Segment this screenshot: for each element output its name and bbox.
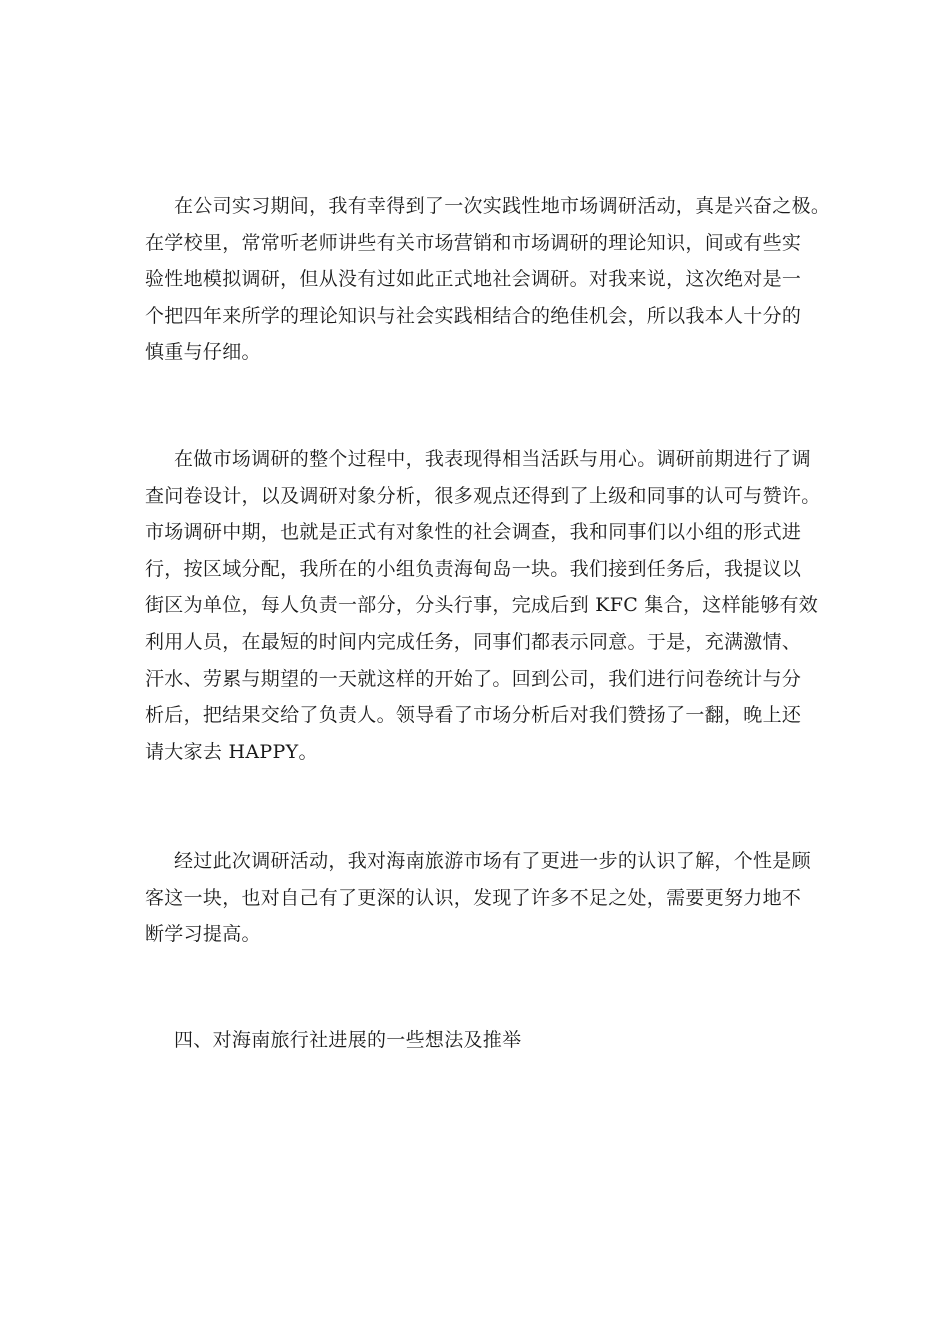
text-line: 验性地模拟调研，但从没有过如此正式地社会调研。对我来说，这次绝对是一 — [145, 268, 802, 291]
paragraph-reflection — [145, 843, 825, 953]
text-line: 在学校里，常常听老师讲些有关市场营销和市场调研的理论知识，间或有些实 — [145, 231, 802, 254]
text-line: 客这一块，也对自己有了更深的认识，发现了许多不足之处，需要更努力地不 — [145, 886, 802, 909]
text-line: 个把四年来所学的理论知识与社会实践相结合的绝佳机会，所以我本人十分的 — [145, 304, 802, 327]
text-line: 经过此次调研活动，我对海南旅游市场有了更进一步的认识了解，个性是顾 — [174, 850, 811, 872]
text-line: 析后，把结果交给了负责人。领导看了市场分析后对我们赞扬了一翻，晚上还 — [145, 704, 802, 727]
text-line: 利用人员，在最短的时间内完成任务，同事们都表示同意。于是，充满激情、 — [145, 630, 802, 653]
text-line: 行，按区域分配，我所在的小组负责海甸岛一块。我们接到任务后，我提议以 — [145, 557, 802, 580]
section-heading — [145, 1022, 825, 1059]
text-line: 查问卷设计，以及调研对象分析，很多观点还得到了上级和同事的认可与赞许。 — [145, 484, 821, 507]
text-line: 街区为单位，每人负责一部分，分头行事，完成后到 KFC 集合，这样能够有效 — [145, 594, 819, 617]
text-line: 断学习提高。 — [145, 923, 261, 946]
text-line: 请大家去 HAPPY。 — [145, 740, 318, 763]
text-line: 汗水、劳累与期望的一天就这样的开始了。回到公司，我们进行问卷统计与分 — [145, 667, 802, 690]
paragraph-internship-survey — [145, 188, 831, 371]
section-heading-text: 四、对海南旅行社进展的一些想法及推举 — [174, 1029, 522, 1051]
text-line: 市场调研中期，也就是正式有对象性的社会调查，我和同事们以小组的形式进 — [145, 521, 802, 544]
text-line: 在做市场调研的整个过程中，我表现得相当活跃与用心。调研前期进行了调 — [174, 448, 811, 470]
text-line: 慎重与仔细。 — [145, 341, 261, 364]
paragraph-survey-process — [145, 441, 825, 770]
text-line: 在公司实习期间，我有幸得到了一次实践性地市场调研活动，真是兴奋之极。 — [174, 195, 831, 217]
